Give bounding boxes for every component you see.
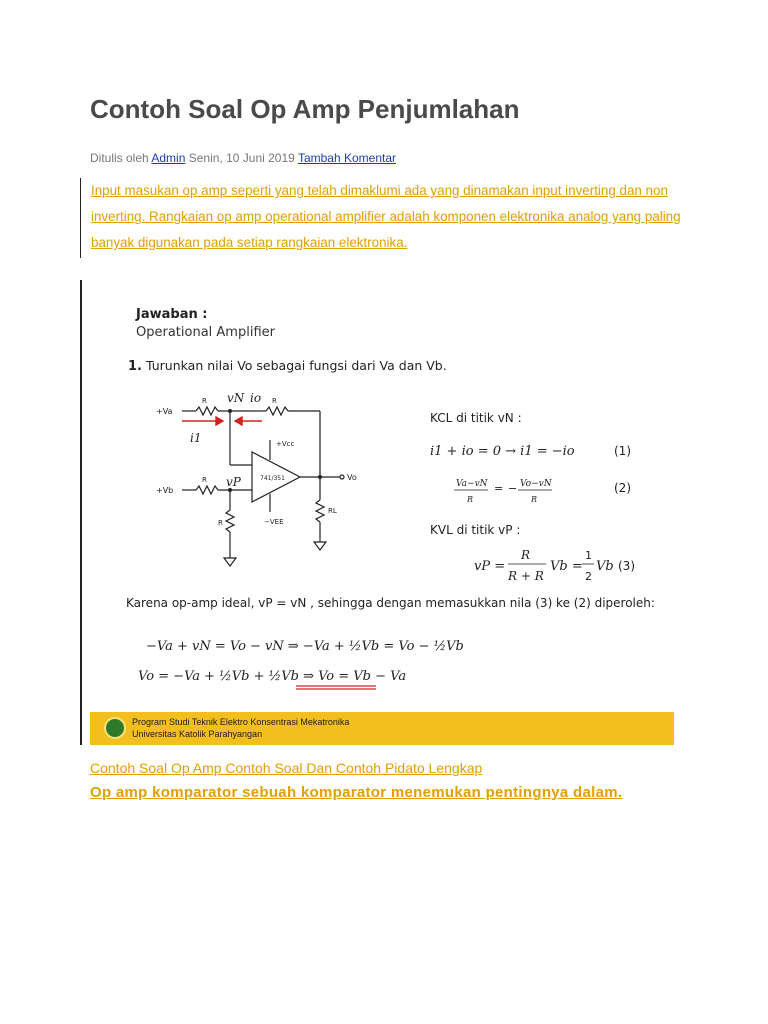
svg-text:1: 1 (585, 549, 592, 562)
page-title: Contoh Soal Op Amp Penjumlahan (90, 94, 520, 124)
question-text: Turunkan nilai Vo sebagai fungsi dari Va dan Vb. (146, 358, 447, 373)
solution-svg (90, 280, 674, 712)
io-label: io (250, 391, 262, 405)
svg-text:Vb: Vb (596, 559, 614, 574)
resistor-feedback (266, 407, 288, 415)
r-label-4: R (218, 519, 223, 527)
vp-label: vP (226, 475, 241, 489)
eq1: i1 + io = 0 → i1 = −io (430, 444, 575, 459)
svg-text:−: − (508, 482, 518, 495)
post-meta (90, 151, 396, 165)
output-label: Vo (347, 473, 357, 482)
r-label-3: R (202, 476, 207, 484)
svg-text:Vo−vN: Vo−vN (520, 479, 552, 489)
vee-label: −VEE (264, 518, 284, 526)
svg-text:Va−vN: Va−vN (456, 479, 488, 489)
eq2 (454, 479, 553, 504)
conclusion-text: Karena op-amp ideal, vP = vN , sehingga dengan memasukkan nila (3) ke (2) diperoleh: (126, 596, 655, 610)
next-post-link[interactable]: Op amp komparator sebuah komparator menemukan pentingnya dalam. (90, 784, 623, 801)
vn-label: vN (227, 391, 245, 405)
banner-text (132, 716, 349, 740)
resistor-load (316, 500, 324, 522)
i1-label: i1 (190, 431, 202, 445)
svg-text:vP =: vP = (474, 559, 506, 574)
university-logo-icon (104, 717, 126, 739)
resistor-ground (226, 510, 234, 532)
eq3-number: (3) (618, 559, 635, 573)
answer-heading: Jawaban : (136, 307, 208, 322)
svg-text:R: R (521, 548, 531, 562)
kcl-label: KCL di titik vN : (430, 411, 522, 425)
kvl-label: KVL di titik vP : (430, 523, 521, 537)
svg-text:R + R: R + R (508, 569, 544, 583)
related-post-link[interactable]: Contoh Soal Op Amp Contoh Soal Dan Contoh Pidato Lengkap (90, 760, 483, 776)
rl-label: RL (328, 507, 337, 515)
intro-text[interactable]: Input masukan op amp seperti yang telah dimaklumi ada yang dinamakan input inverting dan non inverting. Rangkaian op amp operational amplifier adalah komponen elektronika analog yang paling banyak digunakan pada setiap rangkaian elektronika. (91, 183, 681, 250)
svg-text:R: R (467, 495, 474, 504)
resistor-top-left (196, 407, 218, 415)
banner-line-1: Program Studi Teknik Elektro Konsentrasi Mekatronika (132, 717, 350, 727)
derivation-line-1: −Va + vN = Vo − vN ⇒ −Va + ½Vb = Vo − ½Vb (146, 639, 464, 654)
svg-text:Vb =: Vb = (550, 559, 583, 574)
r-label-2: R (272, 397, 277, 405)
question-number: 1. (128, 359, 142, 374)
svg-text:2: 2 (585, 570, 592, 583)
svg-text:R: R (531, 495, 538, 504)
chip-label: 741/351 (260, 475, 285, 482)
eq3 (474, 548, 614, 583)
svg-text:=: = (494, 482, 504, 495)
resistor-bottom-left (196, 486, 218, 494)
author-link[interactable]: Admin (151, 151, 186, 165)
university-banner (90, 712, 674, 745)
ground-left (224, 558, 236, 566)
input-bottom-label: +Vb (156, 486, 174, 495)
eq1-number: (1) (614, 444, 631, 458)
banner-line-2: Universitas Katolik Parahyangan (132, 729, 263, 739)
input-top-label: +Va (156, 407, 173, 416)
derivation-line-2: Vo = −Va + ½Vb + ½Vb ⇒ Vo = Vb − Va (138, 669, 407, 684)
figure-border (80, 280, 82, 745)
ground-right (314, 542, 326, 550)
eq2-number: (2) (614, 481, 631, 495)
intro-block (80, 178, 681, 258)
meta-prefix: Ditulis oleh (90, 151, 149, 165)
solution-figure (90, 280, 674, 750)
op-amp-circuit (182, 407, 344, 566)
r-label-1: R (202, 397, 207, 405)
answer-subheading: Operational Amplifier (136, 325, 275, 340)
add-comment-link[interactable]: Tambah Komentar (297, 151, 397, 165)
vcc-label: +Vcc (276, 440, 295, 448)
current-arrows (182, 417, 262, 425)
post-date: Senin, 10 Juni 2019 (188, 151, 295, 165)
